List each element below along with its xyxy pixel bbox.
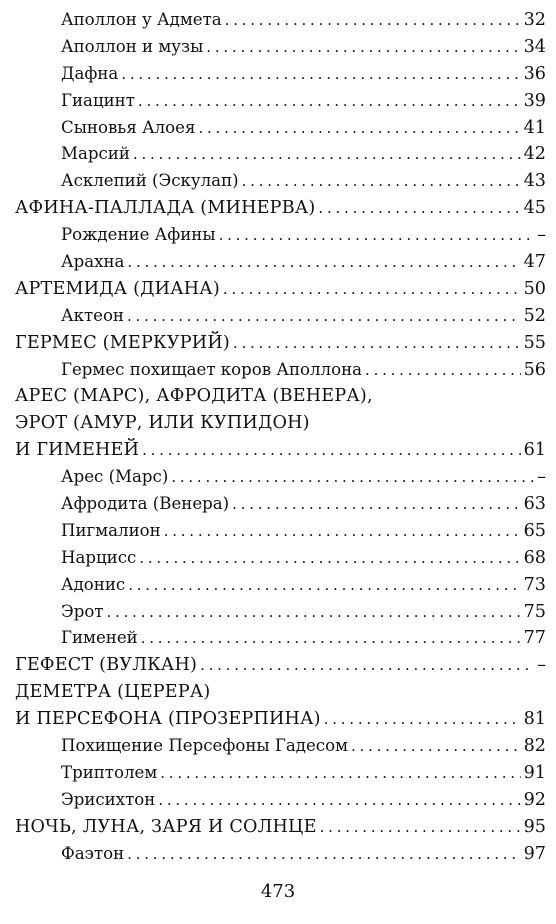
toc-subsection bbox=[15, 760, 546, 787]
toc-entry-title: Гименей bbox=[61, 628, 138, 648]
toc-entry-title: Рождение Афины bbox=[61, 225, 216, 245]
dot-leader bbox=[141, 625, 521, 652]
toc-section bbox=[15, 437, 546, 464]
toc-subsection bbox=[15, 34, 546, 61]
toc-subsection bbox=[15, 222, 546, 249]
toc-subsection bbox=[15, 787, 546, 814]
toc-entry-page: 41 bbox=[523, 117, 546, 138]
toc-entry-page: – bbox=[537, 655, 546, 676]
toc-subsection bbox=[15, 841, 546, 868]
toc-entry-page: – bbox=[537, 467, 546, 488]
toc-entry-page: 82 bbox=[523, 736, 546, 757]
toc-entry-page: 97 bbox=[523, 843, 546, 864]
toc-entry-title: Дафна bbox=[61, 63, 119, 83]
toc-entry-page: 65 bbox=[523, 520, 546, 541]
toc-entry-page: 52 bbox=[523, 305, 546, 326]
toc-section bbox=[15, 706, 546, 733]
toc-entry-title: Гиацинт bbox=[61, 90, 135, 110]
dot-leader bbox=[242, 168, 521, 195]
dot-leader bbox=[198, 115, 520, 142]
toc-entry-page: 32 bbox=[523, 9, 546, 30]
dot-leader bbox=[127, 303, 521, 330]
toc-entry-page: 61 bbox=[523, 440, 546, 461]
toc-subsection bbox=[15, 491, 546, 518]
dot-leader bbox=[142, 437, 520, 464]
toc-entry-page: 92 bbox=[523, 789, 546, 810]
dot-leader bbox=[127, 249, 520, 276]
toc-entry-title: И ПЕРСЕФОНА (ПРОЗЕРПИНА) bbox=[15, 709, 321, 730]
dot-leader bbox=[158, 787, 520, 814]
toc-subsection bbox=[15, 572, 546, 599]
toc-entry-title: И ГИМЕНЕЙ bbox=[15, 440, 140, 461]
toc-entry-page: 75 bbox=[523, 601, 546, 622]
toc-entry-title: Фаэтон bbox=[61, 843, 125, 863]
toc-entry-title: АФИНА-ПАЛЛАДА (МИНЕРВА) bbox=[15, 198, 316, 219]
toc-subsection bbox=[15, 61, 546, 88]
toc-subsection bbox=[15, 168, 546, 195]
toc-entry-page: 68 bbox=[523, 547, 546, 568]
toc-entry-page: 36 bbox=[523, 63, 546, 84]
toc-subsection bbox=[15, 357, 546, 384]
toc-entry-title: Триптолем bbox=[61, 762, 158, 782]
toc-entry-page: – bbox=[537, 225, 546, 246]
dot-leader bbox=[164, 518, 521, 545]
dot-leader bbox=[133, 141, 521, 168]
dot-leader bbox=[200, 652, 534, 679]
dot-leader bbox=[232, 491, 520, 518]
toc-entry-page: 42 bbox=[523, 144, 546, 165]
toc-entry-page: 45 bbox=[523, 198, 546, 219]
toc-entry-title: Эрисихтон bbox=[61, 789, 156, 809]
toc-entry-title: Арахна bbox=[61, 252, 125, 271]
toc-subsection bbox=[15, 249, 546, 276]
toc-entry-page: 39 bbox=[523, 90, 546, 111]
dot-leader bbox=[365, 357, 521, 384]
toc-entry-title: Актеон bbox=[61, 305, 124, 325]
toc-subsection bbox=[15, 518, 546, 545]
toc-heading-line: ЭРОТ (АМУР, ИЛИ КУПИДОН) bbox=[15, 413, 310, 434]
dot-leader bbox=[138, 88, 521, 115]
toc-entry-page: 95 bbox=[523, 816, 546, 837]
toc-section bbox=[15, 330, 546, 357]
toc-subsection bbox=[15, 464, 546, 491]
toc-entry-title: Аполлон у Адмета bbox=[61, 9, 222, 29]
toc-entry-page: 50 bbox=[523, 278, 546, 299]
toc-entry-page: 43 bbox=[523, 171, 546, 192]
toc-subsection bbox=[15, 141, 546, 168]
toc-entry-title: ГЕРМЕС (МЕРКУРИЙ) bbox=[15, 332, 230, 353]
toc-entry-page: 81 bbox=[523, 709, 546, 730]
toc-entry-title: ГЕФЕСТ (ВУЛКАН) bbox=[15, 655, 198, 676]
toc-entry-page: 47 bbox=[523, 252, 546, 272]
page-number: 473 bbox=[260, 881, 296, 902]
toc-entry-title: Арес (Марс) bbox=[61, 467, 169, 487]
dot-leader bbox=[107, 599, 521, 626]
toc-entry-page: 34 bbox=[523, 36, 546, 57]
toc-heading-line: АРЕС (МАРС), АФРОДИТА (ВЕНЕРА), bbox=[15, 386, 373, 407]
toc-subsection bbox=[15, 303, 546, 330]
toc-section bbox=[15, 276, 546, 303]
toc-section bbox=[15, 195, 546, 222]
toc-subsection bbox=[15, 625, 546, 652]
toc-entry-title: АРТЕМИДА (ДИАНА) bbox=[15, 278, 220, 299]
toc-entry-page: 55 bbox=[523, 332, 546, 353]
toc-subsection bbox=[15, 88, 546, 115]
toc-entry-page: 73 bbox=[523, 574, 546, 595]
toc-section bbox=[15, 814, 546, 841]
toc-entry-title: Пигмалион bbox=[61, 520, 161, 540]
dot-leader bbox=[127, 841, 520, 868]
dot-leader bbox=[223, 276, 521, 303]
toc-entry-title: Марсий bbox=[61, 144, 130, 164]
toc-entry-title: Асклепий (Эскулап) bbox=[61, 171, 239, 191]
dot-leader bbox=[233, 330, 521, 357]
toc-entry-title: Похищение Персефоны Гадесом bbox=[61, 736, 348, 756]
toc-entry-title: Эрот bbox=[61, 601, 104, 621]
dot-leader bbox=[320, 814, 521, 841]
toc-heading-line: ДЕМЕТРА (ЦЕРЕРА) bbox=[15, 682, 211, 703]
toc-entry-title: Нарцисс bbox=[61, 547, 137, 567]
dot-leader bbox=[139, 545, 520, 572]
toc-entry-title: Гермес похищает коров Аполлона bbox=[61, 359, 363, 379]
toc-entry-title: НОЧЬ, ЛУНА, ЗАРЯ И СОЛНЦЕ bbox=[15, 816, 317, 837]
toc-entry-page: 56 bbox=[523, 359, 546, 380]
toc-subsection bbox=[15, 7, 546, 34]
table-of-contents bbox=[15, 7, 546, 868]
dot-leader bbox=[219, 222, 535, 249]
dot-leader bbox=[171, 464, 534, 491]
dot-leader bbox=[324, 706, 521, 733]
toc-subsection bbox=[15, 599, 546, 626]
toc-subsection bbox=[15, 545, 546, 572]
toc-subsection bbox=[15, 115, 546, 142]
dot-leader bbox=[128, 572, 520, 599]
dot-leader bbox=[351, 733, 521, 760]
dot-leader bbox=[318, 195, 520, 222]
toc-entry-page: 63 bbox=[523, 494, 546, 515]
dot-leader bbox=[160, 760, 520, 787]
toc-entry-title: Адонис bbox=[61, 574, 126, 594]
toc-subsection bbox=[15, 733, 546, 760]
toc-entry-title: Сыновья Алоея bbox=[61, 117, 196, 137]
toc-entry-title: Аполлон и музы bbox=[61, 36, 204, 56]
toc-section bbox=[15, 652, 546, 679]
toc-entry-page: 77 bbox=[523, 628, 546, 649]
dot-leader bbox=[121, 61, 520, 88]
toc-entry-title: Афродита (Венера) bbox=[61, 494, 230, 514]
toc-entry-page: 91 bbox=[523, 762, 546, 783]
dot-leader bbox=[225, 7, 521, 34]
dot-leader bbox=[206, 34, 520, 61]
